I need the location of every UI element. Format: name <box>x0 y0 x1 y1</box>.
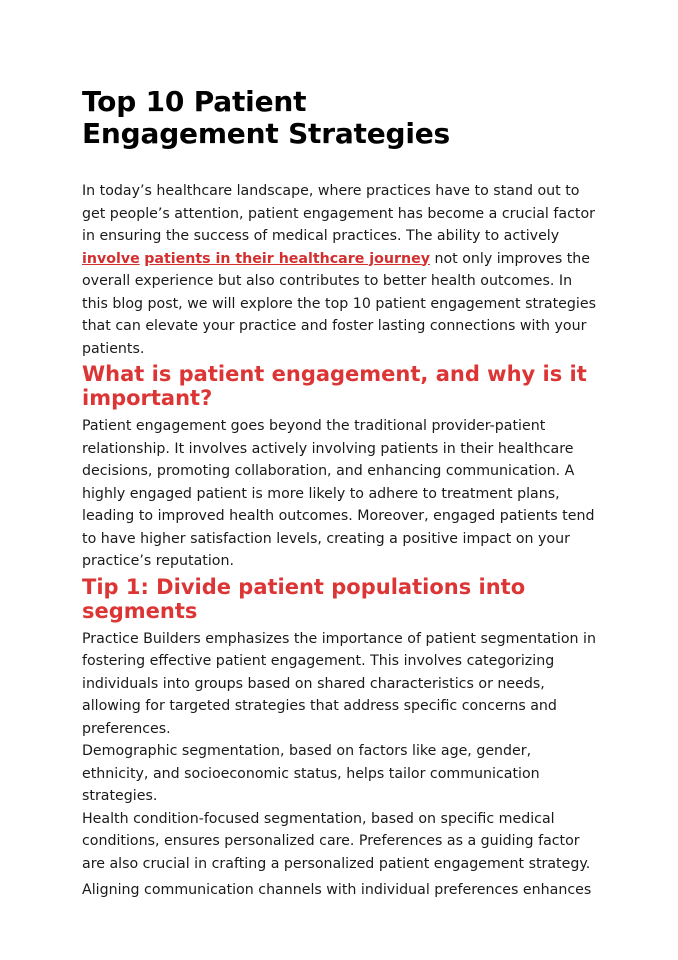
intro-paragraph <box>82 180 602 360</box>
title-line-1: Top 10 Patient <box>82 85 307 118</box>
section-heading-tip-1: Tip 1: Divide patient populations into segments <box>82 574 526 623</box>
tip1-paragraph-3: Health condition-focused segmentation, based on specific medical conditions, ensures personalized care. Preferences as a guiding factor are also crucial in crafting a personalized patient engagement strategy. <box>82 810 591 872</box>
title-line-2: Engagement Strategies <box>82 117 450 150</box>
article-body <box>82 86 602 899</box>
intro-text-before: In today’s healthcare landscape, where practices have to stand out to get people’s attention, patient engagement has become a crucial factor in ensuring the success of medical practices. The ability to actively <box>82 183 595 244</box>
involve-link[interactable]: involve <box>82 250 140 267</box>
intro-text-after: not only improves the overall experience but also contributes to better health outcomes. In this blog post, we will explore the top 10 patient engagement strategies that can elevate your practice and foster lasting connections with your patients. <box>82 250 596 357</box>
tip1-paragraph-2: Demographic segmentation, based on factors like age, gender, ethnicity, and socioeconomic status, helps tailor communication strategies. <box>82 743 540 804</box>
tip1-paragraph-1: Practice Builders emphasizes the importance of patient segmentation in fostering effective patient engagement. This involves categorizing individuals into groups based on shared characteristics or needs, allowing for targeted strategies that address specific concerns and preferences. <box>82 630 596 737</box>
tip1-paragraph-4: Aligning communication channels with individual preferences enhances <box>82 882 592 898</box>
healthcare-journey-link[interactable]: patients in their healthcare journey <box>144 250 430 267</box>
page-title <box>82 86 602 150</box>
section-heading-patient-engagement: What is patient engagement, and why is it important? <box>82 362 587 410</box>
section-patient-engagement-body: Patient engagement goes beyond the traditional provider-patient relationship. It involves actively involving patients in their healthcare decisions, promoting collaboration, and enhancing communication. A highly engaged patient is more likely to adhere to treatment plans, leading to improved health outcomes. Moreover, engaged patients tend to have higher satisfaction levels, creating a positive impact on your practice’s reputation. <box>82 418 595 569</box>
